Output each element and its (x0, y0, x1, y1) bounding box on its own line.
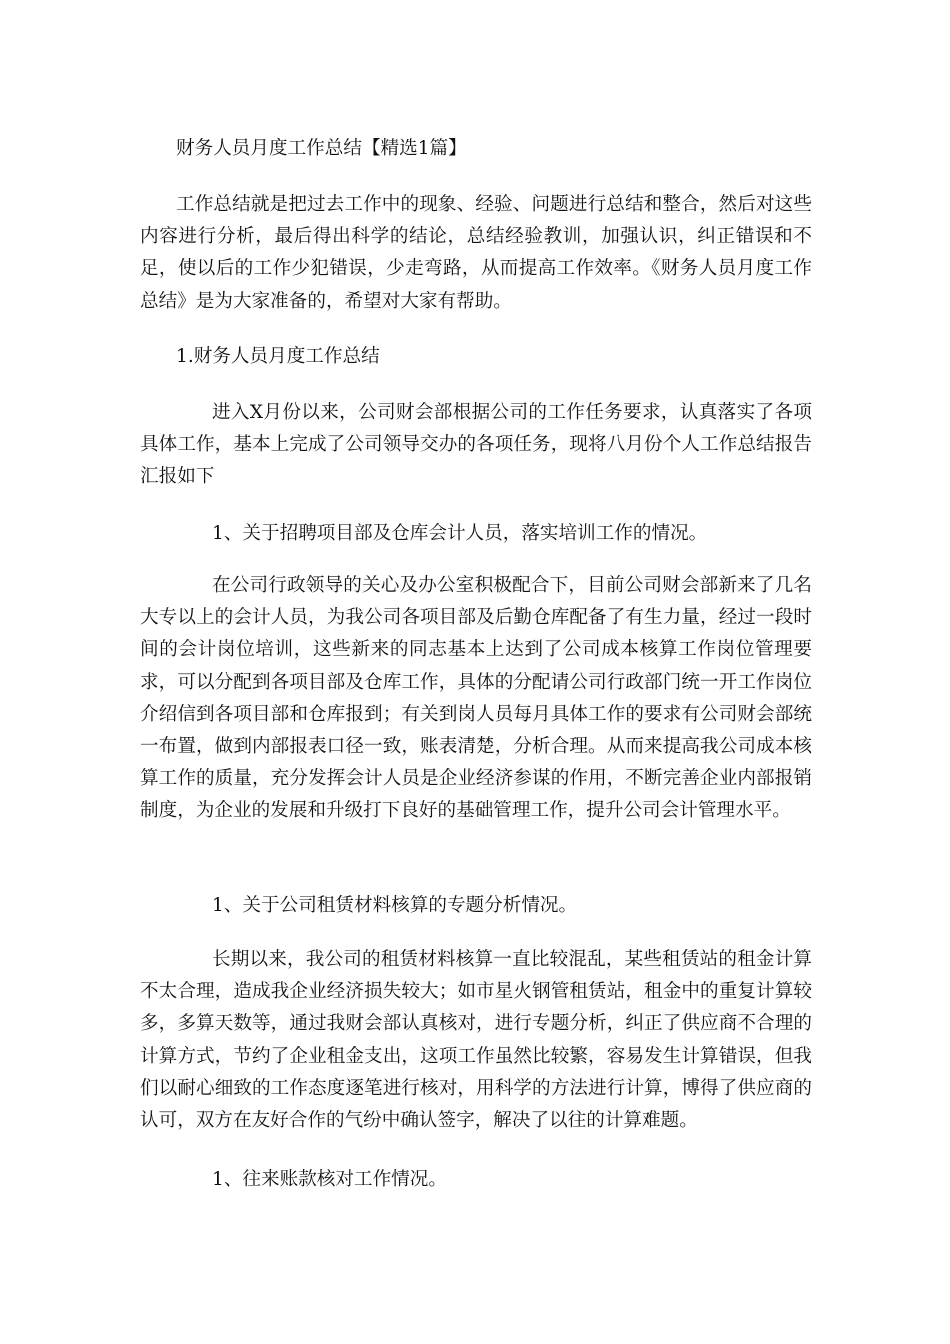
item1-heading: 1、关于招聘项目部及仓库会计人员，落实培训工作的情况。 (212, 523, 708, 544)
intro-paragraph: 工作总结就是把过去工作中的现象、经验、问题进行总结和整合，然后对这些内容进行分析，最后得出科学的结论，总结经验教训，加强认识，纠正错误和不足，使以后的工作少犯错误，少走弯路，从而提高工作效率。《财务人员月度工作总结》是为大家准备的，希望对大家有帮助。 (140, 194, 812, 312)
item1-paragraph: 在公司行政领导的关心及办公室积极配合下，目前公司财会部新来了几名大专以上的会计人员，为我公司各项目部及后勤仓库配备了有生力量，经过一段时间的会计岗位培训，这些新来的同志基本上达到了公司成本核算工作岗位管理要求，可以分配到各项目部及仓库工作，具体的分配请公司行政部门统一开工作岗位介绍信到各项目部和仓库报到；有关到岗人员每月具体工作的要求有公司财会部统一布置，做到内部报表口径一致，账表清楚，分析合理。从而来提高我公司成本核算工作的质量，充分发挥会计人员是企业经济参谋的作用，不断完善企业内部报销制度，为企业的发展和升级打下良好的基础管理工作，提升公司会计管理水平。 (140, 575, 812, 822)
opening-paragraph: 进入X月份以来，公司财会部根据公司的工作任务要求，认真落实了各项具体工作，基本上完成了公司领导交办的各项任务，现将八月份个人工作总结报告汇报如下 (140, 402, 812, 488)
document-title: 财务人员月度工作总结【精选1篇】 (176, 138, 467, 159)
item3-heading: 1、往来账款核对工作情况。 (212, 1169, 447, 1190)
item2-paragraph: 长期以来，我公司的租赁材料核算一直比较混乱，某些租赁站的租金计算不太合理，造成我企业经济损失较大；如市星火钢管租赁站，租金中的重复计算较多，多算天数等，通过我财会部认真核对，进行专题分析，纠正了供应商不合理的计算方式，节约了企业租金支出，这项工作虽然比较繁，容易发生计算错误，但我们以耐心细致的工作态度逐笔进行核对，用科学的方法进行计算，博得了供应商的认可，双方在友好合作的气纷中确认签字，解决了以往的计算难题。 (140, 949, 812, 1132)
item2-heading: 1、关于公司租赁材料核算的专题分析情况。 (212, 895, 578, 916)
section-heading: 1.财务人员月度工作总结 (176, 346, 380, 367)
